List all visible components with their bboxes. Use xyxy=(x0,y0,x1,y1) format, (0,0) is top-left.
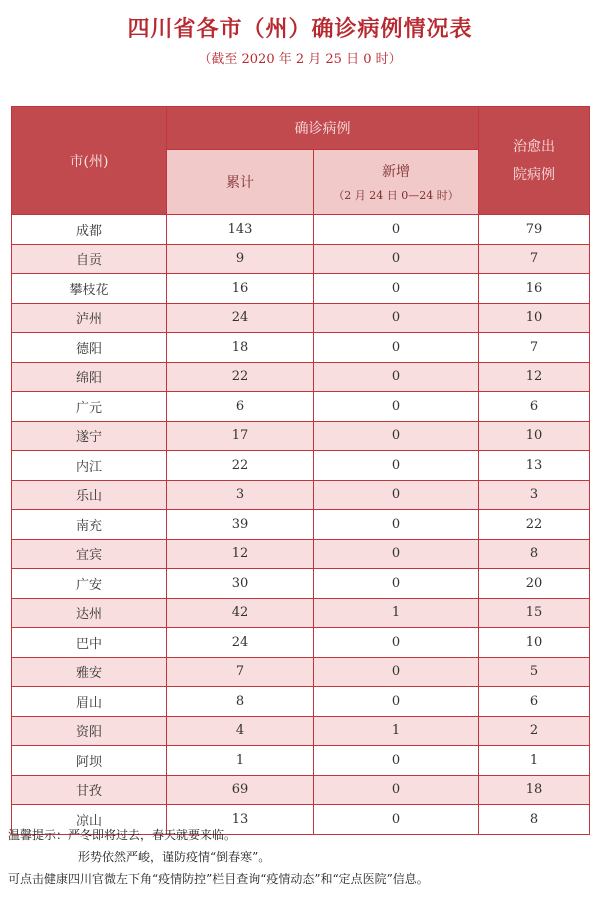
cell-city: 巴中 xyxy=(12,628,167,658)
cell-cumulative: 22 xyxy=(167,451,314,481)
cell-city: 南充 xyxy=(12,510,167,540)
cell-cumulative: 42 xyxy=(167,598,314,628)
cell-recovered: 22 xyxy=(479,510,590,540)
cases-table xyxy=(11,106,590,835)
cell-new: 0 xyxy=(314,687,479,717)
cell-cumulative: 9 xyxy=(167,244,314,274)
cell-cumulative: 18 xyxy=(167,333,314,363)
cell-city: 遂宁 xyxy=(12,421,167,451)
cell-cumulative: 1 xyxy=(167,746,314,776)
cell-recovered: 8 xyxy=(479,539,590,569)
table-row xyxy=(12,539,590,569)
cell-new: 0 xyxy=(314,421,479,451)
cell-cumulative: 8 xyxy=(167,687,314,717)
cell-new: 0 xyxy=(314,303,479,333)
cell-new: 0 xyxy=(314,510,479,540)
header-cumulative: 累计 xyxy=(167,150,314,215)
cell-city: 自贡 xyxy=(12,244,167,274)
notes xyxy=(8,824,592,890)
cell-city: 宜宾 xyxy=(12,539,167,569)
cell-cumulative: 6 xyxy=(167,392,314,422)
header-new-note: （2 月 24 日 0—24 时） xyxy=(333,189,459,202)
header-city: 市(州) xyxy=(12,107,167,215)
table-row xyxy=(12,510,590,540)
cell-cumulative: 69 xyxy=(167,775,314,805)
table-row xyxy=(12,274,590,304)
cell-recovered: 1 xyxy=(479,746,590,776)
note-line-1: 温馨提示：严冬即将过去，春天就要来临。 xyxy=(8,828,237,842)
cell-city: 雅安 xyxy=(12,657,167,687)
cell-new: 0 xyxy=(314,657,479,687)
cell-recovered: 79 xyxy=(479,215,590,245)
table-row xyxy=(12,303,590,333)
table-row xyxy=(12,362,590,392)
table-row xyxy=(12,421,590,451)
cell-cumulative: 12 xyxy=(167,539,314,569)
cell-new: 0 xyxy=(314,805,479,835)
cell-recovered: 5 xyxy=(479,657,590,687)
cell-new: 1 xyxy=(314,716,479,746)
cell-cumulative: 24 xyxy=(167,303,314,333)
cell-recovered: 18 xyxy=(479,775,590,805)
table-row xyxy=(12,333,590,363)
cell-cumulative: 24 xyxy=(167,628,314,658)
cell-city: 资阳 xyxy=(12,716,167,746)
cell-new: 0 xyxy=(314,539,479,569)
cell-recovered: 10 xyxy=(479,303,590,333)
cell-new: 0 xyxy=(314,569,479,599)
note-line-2: 形势依然严峻，谨防疫情“倒春寒”。 xyxy=(78,850,271,864)
table-body xyxy=(12,215,590,835)
cell-new: 0 xyxy=(314,333,479,363)
header-recovered-label: 治愈出院病例 xyxy=(513,138,555,183)
cell-new: 0 xyxy=(314,451,479,481)
cell-recovered: 7 xyxy=(479,333,590,363)
cell-city: 凉山 xyxy=(12,805,167,835)
table-row xyxy=(12,244,590,274)
page-title: 四川省各市（州）确诊病例情况表 xyxy=(127,16,473,42)
cell-city: 攀枝花 xyxy=(12,274,167,304)
cell-new: 0 xyxy=(314,244,479,274)
table-row xyxy=(12,746,590,776)
cell-city: 成都 xyxy=(12,215,167,245)
cell-city: 达州 xyxy=(12,598,167,628)
cell-recovered: 2 xyxy=(479,716,590,746)
table-row xyxy=(12,716,590,746)
page-subtitle: （截至 2020 年 2 月 25 日 0 时） xyxy=(198,52,402,67)
cell-recovered: 15 xyxy=(479,598,590,628)
cell-recovered: 16 xyxy=(479,274,590,304)
cell-recovered: 13 xyxy=(479,451,590,481)
header-confirmed-group: 确诊病例 xyxy=(167,107,479,150)
cell-city: 绵阳 xyxy=(12,362,167,392)
cell-cumulative: 7 xyxy=(167,657,314,687)
cell-recovered: 10 xyxy=(479,421,590,451)
table-row xyxy=(12,392,590,422)
table-row xyxy=(12,480,590,510)
cell-recovered: 6 xyxy=(479,687,590,717)
cell-cumulative: 13 xyxy=(167,805,314,835)
cell-recovered: 6 xyxy=(479,392,590,422)
cell-cumulative: 4 xyxy=(167,716,314,746)
cell-new: 0 xyxy=(314,775,479,805)
cell-new: 0 xyxy=(314,746,479,776)
cell-city: 泸州 xyxy=(12,303,167,333)
cases-table-container xyxy=(11,106,589,835)
header-new xyxy=(314,150,479,215)
cell-recovered: 12 xyxy=(479,362,590,392)
cell-new: 0 xyxy=(314,215,479,245)
table-row xyxy=(12,687,590,717)
cell-new: 0 xyxy=(314,362,479,392)
note-line-3: 可点击健康四川官微左下角“疫情防控”栏目查询“疫情动态”和“定点医院”信息。 xyxy=(8,872,429,886)
cell-city: 眉山 xyxy=(12,687,167,717)
table-row xyxy=(12,657,590,687)
cell-new: 0 xyxy=(314,392,479,422)
cell-cumulative: 16 xyxy=(167,274,314,304)
cell-city: 广元 xyxy=(12,392,167,422)
cell-cumulative: 22 xyxy=(167,362,314,392)
cell-city: 内江 xyxy=(12,451,167,481)
cell-recovered: 20 xyxy=(479,569,590,599)
cell-new: 0 xyxy=(314,274,479,304)
cell-city: 乐山 xyxy=(12,480,167,510)
cell-city: 阿坝 xyxy=(12,746,167,776)
cell-recovered: 8 xyxy=(479,805,590,835)
cell-cumulative: 39 xyxy=(167,510,314,540)
cell-city: 德阳 xyxy=(12,333,167,363)
cell-cumulative: 30 xyxy=(167,569,314,599)
cell-cumulative: 143 xyxy=(167,215,314,245)
table-row xyxy=(12,775,590,805)
cell-new: 0 xyxy=(314,628,479,658)
cell-new: 0 xyxy=(314,480,479,510)
cell-cumulative: 17 xyxy=(167,421,314,451)
table-row xyxy=(12,598,590,628)
table-row xyxy=(12,569,590,599)
table-row xyxy=(12,628,590,658)
cell-recovered: 7 xyxy=(479,244,590,274)
table-row xyxy=(12,215,590,245)
cell-recovered: 3 xyxy=(479,480,590,510)
table-row xyxy=(12,451,590,481)
cell-recovered: 10 xyxy=(479,628,590,658)
header-recovered xyxy=(479,107,590,215)
cell-city: 甘孜 xyxy=(12,775,167,805)
cell-city: 广安 xyxy=(12,569,167,599)
cell-new: 1 xyxy=(314,598,479,628)
cell-cumulative: 3 xyxy=(167,480,314,510)
header-new-label: 新增 xyxy=(382,164,410,180)
